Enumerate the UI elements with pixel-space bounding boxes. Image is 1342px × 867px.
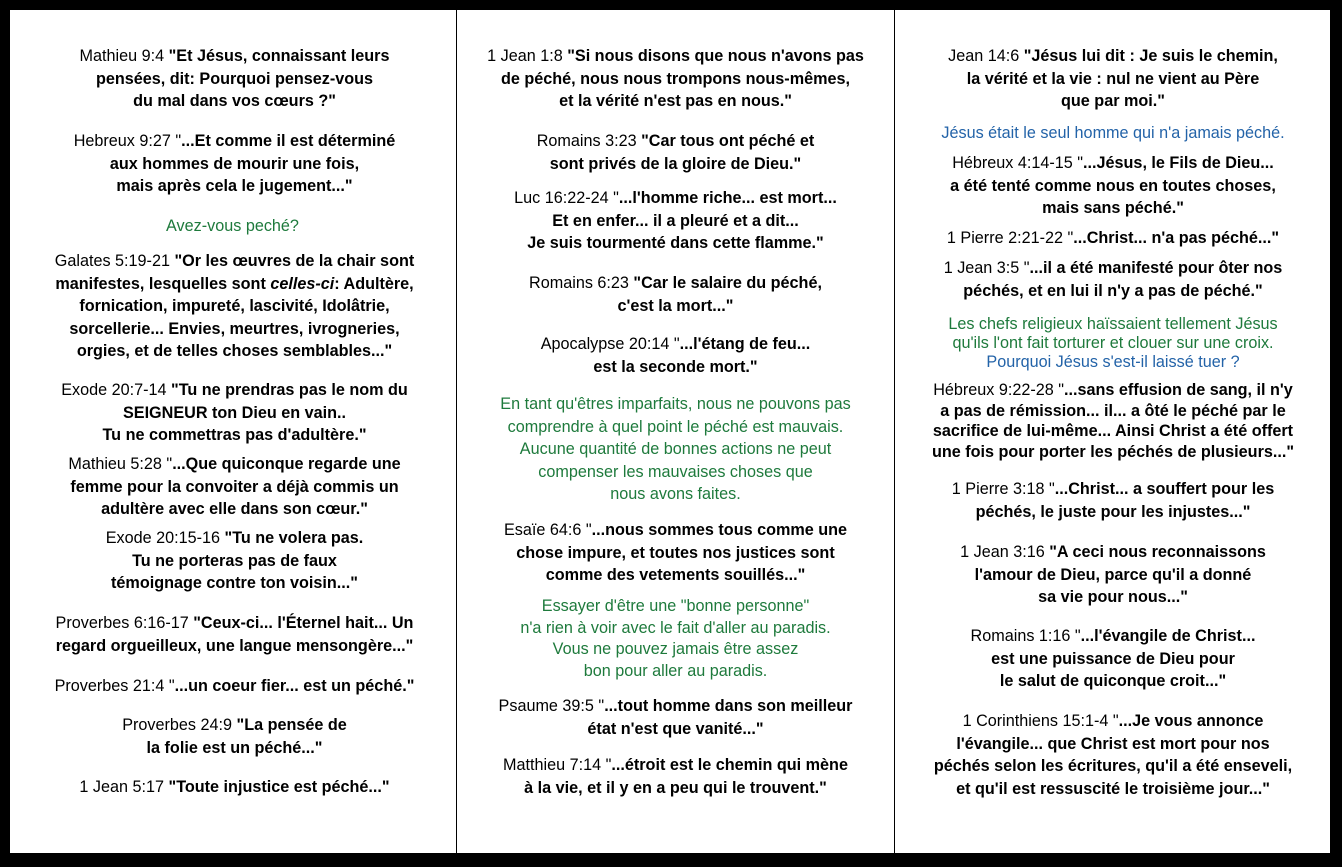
- note-line: compenser les mauvaises choses que: [538, 462, 813, 481]
- verse-text: a pas de rémission... il... a ôté le péché par le: [940, 401, 1286, 420]
- verse-ref: Psaume 39:5 ": [498, 697, 605, 715]
- column-left: [10, 10, 455, 853]
- verse-text: regard orgueilleux, une langue mensongère...": [55, 636, 414, 655]
- verse-text: ...Jésus, le Fils de Dieu...: [1083, 154, 1274, 172]
- verse-ref: 1 Corinthiens 15:1-4 ": [962, 712, 1119, 730]
- verse-text: "Et Jésus, connaissant leurs: [168, 47, 390, 65]
- verse-text: ...l'étang de feu...: [679, 335, 811, 353]
- verse-text: ...Christ... a souffert pour les: [1054, 480, 1275, 498]
- verse-text: pensées, dit: Pourquoi pensez-vous: [95, 69, 374, 88]
- verse-text: chose impure, et toutes nos justices sont: [516, 543, 835, 562]
- verse-1-jean-3-5: [895, 257, 1331, 302]
- note-line: Les chefs religieux haïssaient tellement Jésus: [948, 315, 1278, 333]
- verse-romains-3-23: [457, 130, 894, 175]
- verse-proverbes-6-16: [10, 612, 455, 657]
- verse-text: "La pensée de: [236, 716, 347, 734]
- verse-text: et qu'il est ressuscité le troisième jour...": [956, 779, 1270, 798]
- note-line: Aucune quantité de bonnes actions ne peut: [519, 440, 832, 459]
- verse-ref: Hebreux 9:27 ": [73, 132, 182, 150]
- verse-text: ...l'homme riche... est mort...: [618, 189, 837, 207]
- verse-text: est la seconde mort.": [593, 357, 758, 376]
- verse-text: ...l'évangile de Christ...: [1080, 627, 1256, 645]
- verse-text: ...tout homme dans son meilleur: [604, 697, 853, 715]
- verse-luc-16-22: [457, 187, 894, 255]
- verse-ref: Mathieu 9:4: [79, 47, 169, 65]
- verse-ref: Mathieu 5:28 ": [68, 455, 173, 473]
- verse-text: péchés, le juste pour les injustes...": [975, 502, 1251, 521]
- verse-romains-6-23: [457, 272, 894, 317]
- verse-exode-20-15: [10, 527, 455, 595]
- verse-text: fornication, impureté, lascivité, Idolâtrie,: [79, 297, 390, 316]
- verse-text: l'évangile... que Christ est mort pour nos: [956, 734, 1270, 753]
- verse-ref: Romains 6:23: [529, 274, 634, 292]
- verse-text: ...un coeur fier... est un péché.": [174, 677, 415, 695]
- verse-text: adultère avec elle dans son cœur.": [101, 500, 368, 519]
- verse-text: Et en enfer... il a pleuré et a dit...: [552, 211, 799, 230]
- verse-text: Tu ne porteras pas de faux: [132, 551, 337, 570]
- verse-text: "Car tous ont péché et: [641, 132, 815, 150]
- verse-1-corinthiens-15-1: [895, 710, 1331, 800]
- verse-ref: 1 Pierre 2:21-22 ": [946, 229, 1074, 247]
- verse-ref: Romains 3:23: [536, 132, 642, 150]
- verse-text: ...Que quiconque regarde une: [172, 455, 401, 473]
- verse-text: témoignage contre ton voisin...": [111, 574, 358, 593]
- verse-text: "Ceux-ci... l'Éternel hait... Un: [193, 614, 414, 632]
- column-middle: [456, 10, 894, 853]
- verse-text: le salut de quiconque croit...": [999, 672, 1227, 691]
- verse-text: du mal dans vos cœurs ?": [133, 92, 336, 111]
- verse-ref: Proverbes 24:9: [122, 716, 237, 734]
- verse-text: ...il a été manifesté pour ôter nos: [1029, 259, 1283, 277]
- verse-ref: Exode 20:7-14: [61, 381, 172, 399]
- verse-text: SEIGNEUR ton Dieu en vain..: [122, 403, 347, 422]
- verse-text: sa vie pour nous...": [1038, 588, 1188, 607]
- verse-exode-20-7: [10, 379, 455, 447]
- note-line: Vous ne pouvez jamais être assez: [552, 640, 799, 658]
- verse-hebreux-9-22: [895, 380, 1331, 462]
- note-line: En tant qu'êtres imparfaits, nous ne pouvons pas: [500, 395, 851, 413]
- verse-text: sacrifice de lui-même... Ainsi Christ a été offert: [932, 422, 1294, 440]
- verse-text: ...Je vous annonce: [1118, 712, 1264, 730]
- verse-text: "Jésus lui dit : Je suis le chemin,: [1023, 47, 1278, 65]
- verse-apocalypse-20-14: [457, 333, 894, 378]
- verse-mathieu-5-28: [10, 453, 455, 521]
- verse-ref: Romains 1:16 ": [970, 627, 1081, 645]
- verse-text: comme des vetements souillés...": [545, 566, 806, 585]
- verse-text: péchés selon les écritures, qu'il a été enseveli,: [933, 757, 1293, 776]
- note-bonne-personne: [457, 596, 894, 682]
- verse-1-pierre-2-21: [895, 227, 1331, 250]
- verse-ref: Proverbes 21:4 ": [54, 677, 175, 695]
- verse-text-italic: celles-ci: [270, 274, 335, 293]
- verse-text: "Tu ne prendras pas le nom du: [171, 381, 408, 399]
- verse-text: : Adultère,: [334, 274, 414, 293]
- verse-text: état n'est que vanité...": [587, 719, 764, 738]
- verse-hebreux-4-14: [895, 152, 1331, 220]
- verse-text: c'est la mort...": [617, 296, 734, 315]
- verse-text: "Si nous disons que nous n'avons pas: [567, 47, 864, 65]
- verse-text: ...étroit est le chemin qui mène: [611, 756, 848, 774]
- verse-text: orgies, et de telles choses semblables...": [76, 342, 393, 361]
- note-imparfaits: [457, 393, 894, 506]
- verse-text: à la vie, et il y en a peu qui le trouvent.": [524, 778, 827, 797]
- verse-text: sont privés de la gloire de Dieu.": [549, 154, 802, 173]
- verse-ref: Apocalypse 20:14 ": [540, 335, 680, 353]
- verse-proverbes-21-4: [10, 675, 455, 698]
- verse-text: Je suis tourmenté dans cette flamme.": [527, 234, 824, 253]
- note-chefs-religieux: [895, 315, 1331, 372]
- verse-text: "Tu ne volera pas.: [224, 529, 364, 547]
- note-seul-homme: Jésus était le seul homme qui n'a jamais péché.: [941, 124, 1285, 142]
- verse-text: ...sans effusion de sang, il n'y: [1064, 381, 1293, 399]
- verse-hebreux-9-27: [10, 130, 455, 198]
- verse-ref: 1 Jean 1:8: [487, 47, 568, 65]
- verse-text: la vérité et la vie : nul ne vient au Père: [966, 69, 1260, 88]
- verse-text: femme pour la convoiter a déjà commis un: [70, 477, 399, 496]
- verse-text: mais sans péché.": [1042, 199, 1184, 218]
- verse-text: "A ceci nous reconnaissons: [1049, 543, 1266, 561]
- verse-proverbes-24-9: [10, 714, 455, 759]
- verse-ref: Matthieu 7:14 ": [503, 756, 612, 774]
- verse-ref: 1 Jean 3:5 ": [943, 259, 1030, 277]
- verse-matthieu-7-14: [457, 754, 894, 799]
- verse-text: que par moi.": [1061, 92, 1165, 111]
- verse-ref: Proverbes 6:16-17: [55, 614, 194, 632]
- verse-1-pierre-3-18: [895, 478, 1331, 523]
- verse-text: "Or les œuvres de la chair sont: [174, 252, 415, 270]
- verse-text: sorcellerie... Envies, meurtres, ivrogneries,: [69, 319, 400, 338]
- verse-1-jean-5-17: [10, 776, 455, 799]
- verse-text: mais après cela le jugement...": [116, 177, 353, 196]
- verse-text: une fois pour porter les péchés de plusieurs...": [931, 442, 1295, 461]
- verse-ref: Galates 5:19-21: [54, 252, 175, 270]
- verse-text: manifestes, lesquelles sont: [55, 274, 271, 293]
- verse-psaume-39-5: [457, 695, 894, 740]
- verse-ref: Hébreux 9:22-28 ": [933, 381, 1065, 399]
- verse-text: aux hommes de mourir une fois,: [109, 154, 360, 173]
- note-line: bon pour aller au paradis.: [583, 661, 768, 680]
- note-line-question: Pourquoi Jésus s'est-il laissé tuer ?: [986, 353, 1240, 371]
- verse-text: de péché, nous nous trompons nous-mêmes,: [501, 69, 850, 88]
- verse-ref: 1 Jean 3:16: [960, 543, 1050, 561]
- verse-jean-14-6: [895, 45, 1331, 113]
- note-line: qu'ils l'ont fait torturer et clouer sur une croix.: [952, 334, 1274, 352]
- verse-galates-5-19: [10, 250, 455, 363]
- verse-text: péchés, et en lui il n'y a pas de péché.": [963, 281, 1263, 300]
- verse-1-jean-3-16: [895, 541, 1331, 609]
- verse-text: ...Et comme il est déterminé: [181, 132, 396, 150]
- verse-matthieu-9-4: [10, 45, 455, 113]
- verse-text: "Toute injustice est péché...": [168, 778, 390, 796]
- verse-text: ...nous sommes tous comme une: [591, 521, 848, 539]
- tract-sheet: [10, 10, 1330, 853]
- verse-esaie-64-6: [457, 519, 894, 587]
- note-avez-vous-peche: Avez-vous peché?: [166, 217, 299, 235]
- note-line: comprendre à quel point le péché est mauvais.: [507, 417, 844, 436]
- verse-ref: Esaïe 64:6 ": [503, 521, 592, 539]
- verse-romains-1-16: [895, 625, 1331, 693]
- verse-text: "Car le salaire du péché,: [633, 274, 822, 292]
- note-line: nous avons faites.: [610, 485, 741, 504]
- note-line: Essayer d'être une "bonne personne": [541, 597, 810, 615]
- verse-ref: Exode 20:15-16: [105, 529, 225, 547]
- verse-1-jean-1-8: [457, 45, 894, 113]
- verse-text: l'amour de Dieu, parce qu'il a donné: [974, 565, 1252, 584]
- verse-ref: Jean 14:6: [948, 47, 1024, 65]
- verse-ref: Luc 16:22-24 ": [514, 189, 619, 207]
- note-line: n'a rien à voir avec le fait d'aller au paradis.: [520, 618, 831, 637]
- verse-ref: 1 Pierre 3:18 ": [951, 480, 1055, 498]
- verse-text: est une puissance de Dieu pour: [991, 649, 1235, 668]
- verse-text: ...Christ... n'a pas péché...": [1073, 229, 1280, 247]
- verse-text: la folie est un péché...": [146, 738, 323, 757]
- verse-ref: Hébreux 4:14-15 ": [952, 154, 1084, 172]
- verse-ref: 1 Jean 5:17: [79, 778, 169, 796]
- verse-text: et la vérité n'est pas en nous.": [559, 92, 792, 111]
- verse-text: Tu ne commettras pas d'adultère.": [102, 426, 367, 445]
- column-right: [894, 10, 1331, 853]
- verse-text: a été tenté comme nous en toutes choses,: [950, 176, 1276, 195]
